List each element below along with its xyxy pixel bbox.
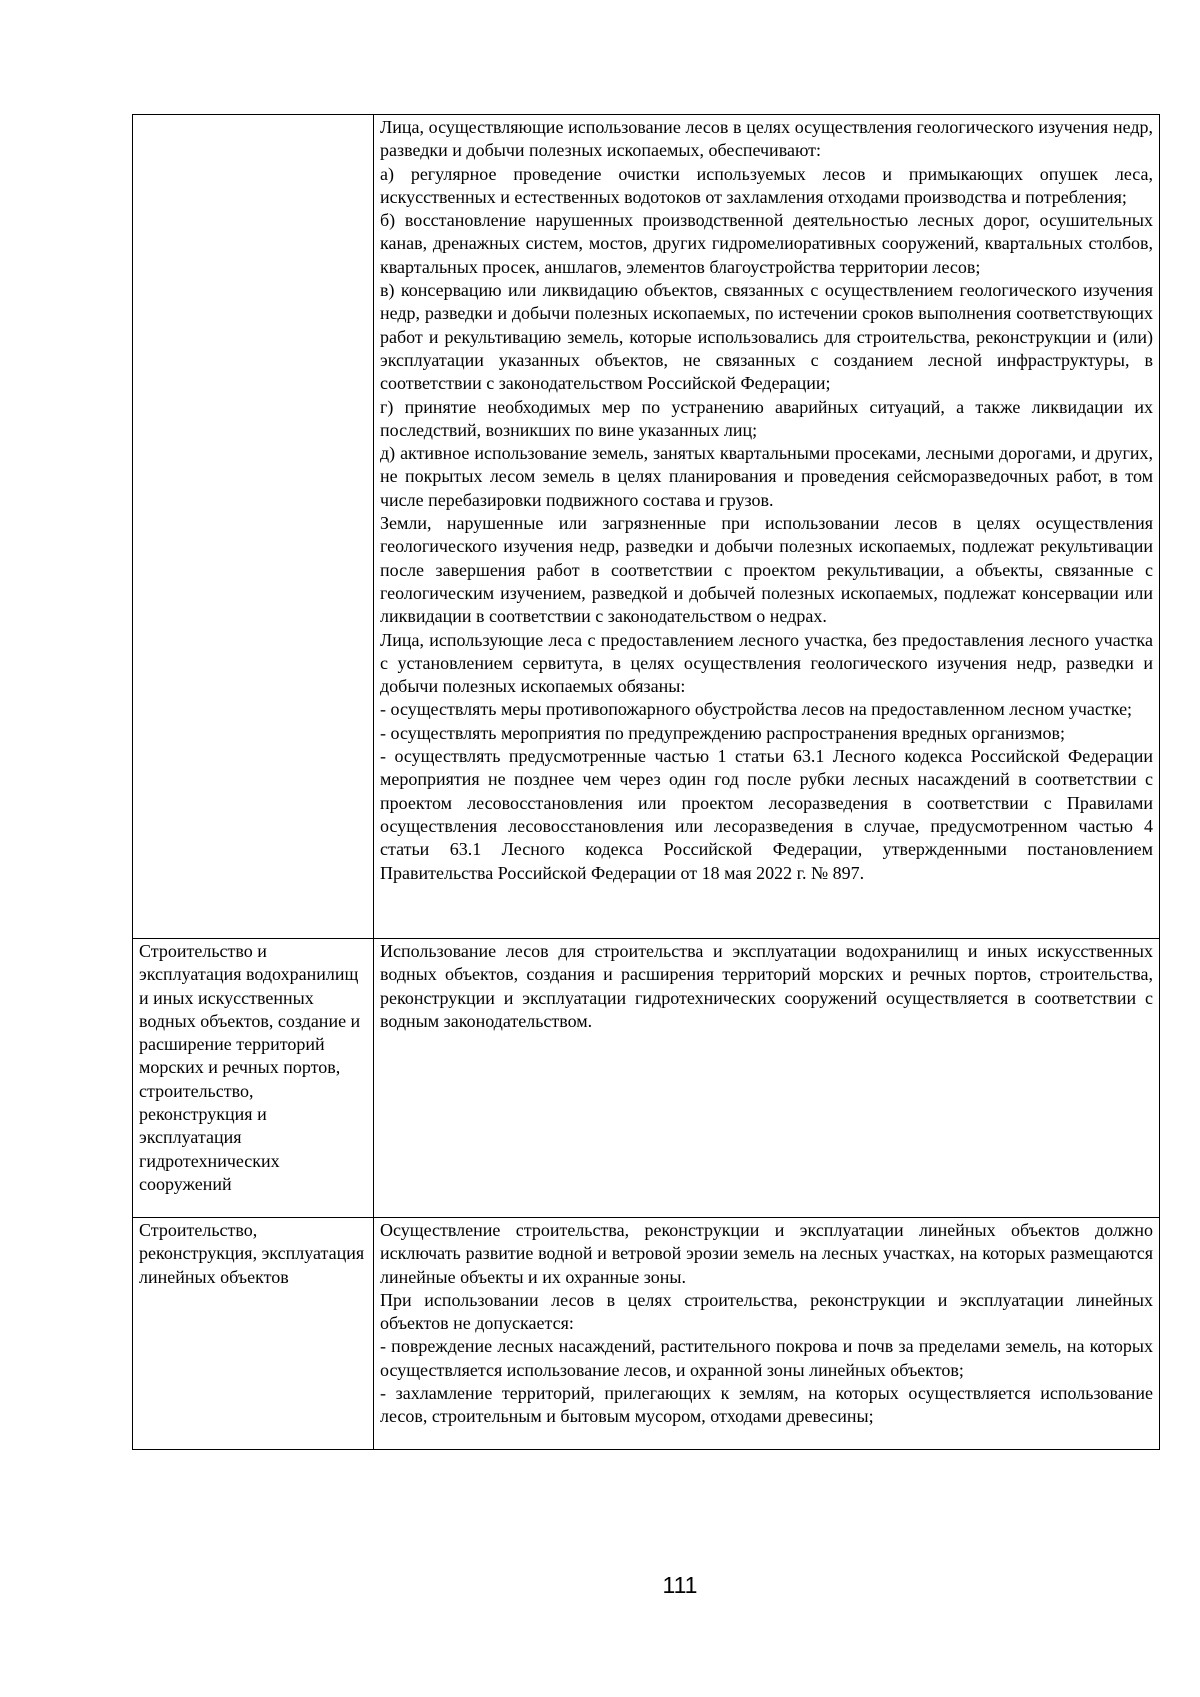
requirement-paragraph: - осуществлять предусмотренные частью 1 статьи 63.1 Лесного кодекса Российской Федерации мероприятия не позднее чем через один год после рубки лесных насаждений в соответствии с проектом лесовосстановления или проектом лесоразведения в соответствии с Правилами осуществления лесовосстановления или лесоразведения в случае, предусмотренном частью 4 статьи 63.1 Лесного кодекса Российской Федерации, утвержденными постановлением Правительства Российской Федерации от 18 мая 2022 г. № 897. (380, 746, 1153, 883)
requirement-paragraph: - осуществлять мероприятия по предупреждению распространения вредных организмов; (380, 722, 1066, 743)
requirement-paragraph: - захламление территорий, прилегающих к землям, на которых осуществляется использование лесов, строительным и бытовым мусором, отходами древесины; (380, 1383, 1153, 1427)
page-number: 111 (662, 1572, 698, 1598)
requirement-paragraph: г) принятие необходимых мер по устранению аварийных ситуаций, а также ликвидации их последствий, возникших по вине указанных лиц; (380, 396, 1153, 440)
requirement-paragraph: Лица, осуществляющие использование лесов в целях осуществления геологического изучения недр, разведки и добычи полезных ископаемых, обеспечивают: (380, 117, 1153, 161)
requirement-paragraph: д) активное использование земель, занятых квартальными просеками, лесными дорогами, и других, не покрытых лесом земель в целях планирования и проведения сейсморазведочных работ, в том числе перебазировки подвижного состава и грузов. (380, 443, 1153, 510)
requirement-paragraph: в) консервацию или ликвидацию объектов, связанных с осуществлением геологического изучения недр, разведки и добычи полезных ископаемых, по истечении сроков выполнения соответствующих работ и рекультивацию земель, которые использовались для строительства, реконструкции и (или) эксплуатации указанных объектов, не связанных с созданием лесной инфраструктуры, в соответствии с законодательством Российской Федерации; (380, 280, 1153, 394)
requirement-paragraph: Использование лесов для строительства и эксплуатации водохранилищ и иных искусственных водных объектов, создания и расширения территорий морских и речных портов, строительства, реконструкции и эксплуатации гидротехнических сооружений осуществляется в соответствии с водным законодательством. (380, 941, 1153, 1031)
requirement-paragraph: а) регулярное проведение очистки используемых лесов и примыкающих опушек леса, искусственных и естественных водотоков от захламления отходами производства и потребления; (380, 163, 1153, 207)
requirement-paragraph: - повреждение лесных насаждений, растительного покрова и почв за пределами земель, на которых осуществляется использование лесов, и охранной зоны линейных объектов; (380, 1336, 1153, 1380)
requirement-paragraph: Лица, использующие леса с предоставлением лесного участка, без предоставления лесного участка с установлением сервитута, в целях осуществления геологического изучения недр, разведки и добычи полезных ископаемых обязаны: (380, 629, 1153, 697)
row-2-activity-label: Строительство и эксплуатация водохранилищ и иных искусственных водных объектов, создание и расширение территорий морских и речных портов, строительство, реконструкция и эксплуатация гидротехнических сооружений (139, 941, 361, 1194)
requirement-paragraph: б) восстановление нарушенных производственной деятельностью лесных дорог, осушительных канав, дренажных систем, мостов, других гидромелиоративных сооружений, квартальных столбов, квартальных просек, аншлагов, элементов благоустройства территории лесов; (380, 210, 1153, 277)
requirement-paragraph: - осуществлять меры противопожарного обустройства лесов на предоставленном лесном участке; (380, 699, 1133, 720)
requirement-paragraph: При использовании лесов в целях строительства, реконструкции и эксплуатации линейных объектов не допускается: (380, 1289, 1153, 1334)
requirement-paragraph: Осуществление строительства, реконструкции и эксплуатации линейных объектов должно исключать развитие водной и ветровой эрозии земель на лесных участках, на которых размещаются линейные объекты и их охранные зоны. (380, 1220, 1153, 1287)
requirement-paragraph: Земли, нарушенные или загрязненные при использовании лесов в целях осуществления геологического изучения недр, разведки и добычи полезных ископаемых, подлежат рекультивации после завершения работ в соответствии с проектом рекультивации, а объекты, связанные с геологическим изучением, разведкой и добычей полезных ископаемых, подлежат консервации или ликвидации в соответствии с законодательством о недрах. (380, 513, 1153, 627)
row-3-activity-label: Строительство, реконструкция, эксплуатация линейных объектов (139, 1220, 365, 1287)
